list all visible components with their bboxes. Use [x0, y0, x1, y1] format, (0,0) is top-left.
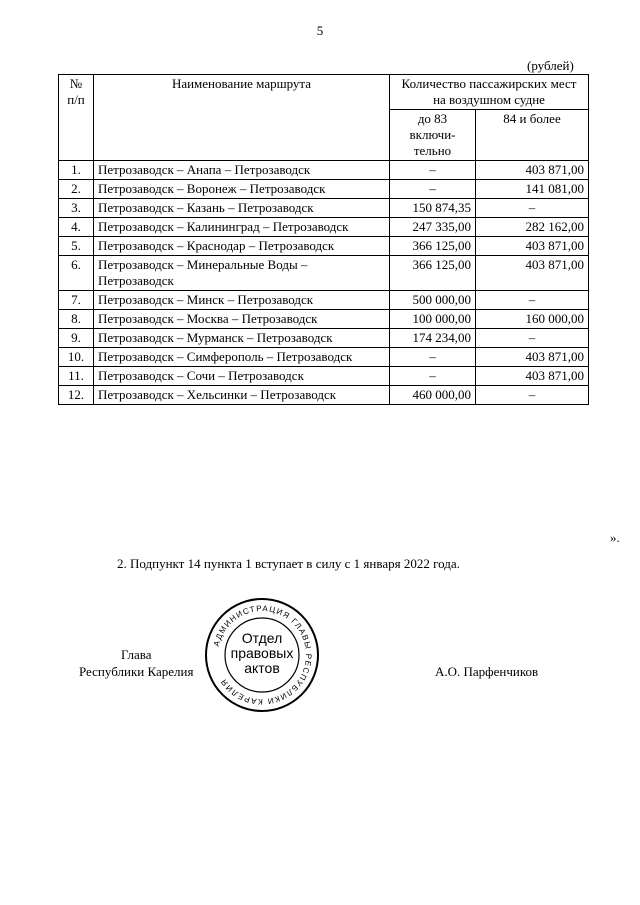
header-seat-count: Количество пассажирских мест на воздушном судне	[390, 75, 589, 110]
stamp-ring-text: АДМИНИСТРАЦИЯ ГЛАВЫ РЕСПУБЛИКИ КАРЕЛИЯ	[211, 603, 314, 707]
row-value-up-to-83: –	[390, 367, 476, 386]
row-number: 2.	[59, 180, 94, 199]
row-route-name: Петрозаводск – Анапа – Петрозаводск	[94, 161, 390, 180]
row-number: 7.	[59, 291, 94, 310]
row-value-up-to-83: 247 335,00	[390, 218, 476, 237]
row-number: 1.	[59, 161, 94, 180]
signatory-title-line1: Глава	[120, 647, 152, 662]
row-value-up-to-83: 500 000,00	[390, 291, 476, 310]
row-number: 5.	[59, 237, 94, 256]
table-row	[59, 237, 589, 256]
row-number: 6.	[59, 256, 94, 291]
table-row	[59, 310, 589, 329]
table-row	[59, 161, 589, 180]
row-route-name: Петрозаводск – Хельсинки – Петрозаводск	[94, 386, 390, 405]
row-value-84-and-more: 403 871,00	[476, 256, 589, 291]
row-number: 10.	[59, 348, 94, 367]
table-row	[59, 256, 589, 291]
table-row	[59, 199, 589, 218]
table-row	[59, 367, 589, 386]
closing-quote: ».	[610, 530, 620, 545]
row-value-84-and-more: 160 000,00	[476, 310, 589, 329]
signatory-name: А.О. Парфенчиков	[435, 664, 539, 679]
row-route-name: Петрозаводск – Воронеж – Петрозаводск	[94, 180, 390, 199]
table-row	[59, 329, 589, 348]
header-number: № п/п	[59, 75, 94, 161]
row-route-name: Петрозаводск – Мурманск – Петрозаводск	[94, 329, 390, 348]
row-value-84-and-more: –	[476, 291, 589, 310]
table-row	[59, 218, 589, 237]
table-row	[59, 348, 589, 367]
row-number: 4.	[59, 218, 94, 237]
stamp-line1: Отдел	[241, 630, 283, 646]
row-value-up-to-83: 100 000,00	[390, 310, 476, 329]
row-value-84-and-more: 282 162,00	[476, 218, 589, 237]
row-value-up-to-83: –	[390, 348, 476, 367]
row-value-up-to-83: 150 874,35	[390, 199, 476, 218]
stamp-line2: правовых	[230, 645, 294, 661]
row-value-up-to-83: 366 125,00	[390, 237, 476, 256]
page-number: 5	[316, 23, 324, 38]
header-up-to-83: до 83 включи-тельно	[390, 110, 476, 161]
table-body	[59, 161, 589, 405]
row-value-84-and-more: –	[476, 386, 589, 405]
row-route-name: Петрозаводск – Минск – Петрозаводск	[94, 291, 390, 310]
table-row	[59, 180, 589, 199]
table-row	[59, 291, 589, 310]
row-route-name: Петрозаводск – Симферополь – Петрозаводск	[94, 348, 390, 367]
row-value-up-to-83: 366 125,00	[390, 256, 476, 291]
row-value-up-to-83: –	[390, 180, 476, 199]
row-number: 3.	[59, 199, 94, 218]
stamp-line3: актов	[244, 660, 280, 676]
row-value-84-and-more: 403 871,00	[476, 367, 589, 386]
row-number: 11.	[59, 367, 94, 386]
row-route-name: Петрозаводск – Казань – Петрозаводск	[94, 199, 390, 218]
row-number: 9.	[59, 329, 94, 348]
row-value-84-and-more: 141 081,00	[476, 180, 589, 199]
signatory-title	[79, 646, 193, 680]
units-label: (рублей)	[527, 58, 574, 73]
row-value-up-to-83: 174 234,00	[390, 329, 476, 348]
paragraph-effective-date: 2. Подпункт 14 пункта 1 вступает в силу с 1 января 2022 года.	[117, 556, 460, 571]
row-number: 12.	[59, 386, 94, 405]
header-84-and-more: 84 и более	[476, 110, 589, 161]
row-route-name: Петрозаводск – Минеральные Воды – Петрозаводск	[94, 256, 390, 291]
signatory-title-line2: Республики Карелия	[79, 664, 194, 679]
row-value-up-to-83: –	[390, 161, 476, 180]
row-value-84-and-more: –	[476, 329, 589, 348]
department-stamp	[202, 595, 322, 715]
routes-table	[58, 74, 589, 405]
row-number: 8.	[59, 310, 94, 329]
table-row	[59, 386, 589, 405]
row-value-84-and-more: –	[476, 199, 589, 218]
row-value-84-and-more: 403 871,00	[476, 237, 589, 256]
row-value-up-to-83: 460 000,00	[390, 386, 476, 405]
table-header-row	[59, 75, 589, 110]
row-route-name: Петрозаводск – Калининград – Петрозаводск	[94, 218, 390, 237]
row-route-name: Петрозаводск – Сочи – Петрозаводск	[94, 367, 390, 386]
header-route-name: Наименование маршрута	[94, 75, 390, 161]
row-route-name: Петрозаводск – Москва – Петрозаводск	[94, 310, 390, 329]
row-route-name: Петрозаводск – Краснодар – Петрозаводск	[94, 237, 390, 256]
row-value-84-and-more: 403 871,00	[476, 348, 589, 367]
row-value-84-and-more: 403 871,00	[476, 161, 589, 180]
